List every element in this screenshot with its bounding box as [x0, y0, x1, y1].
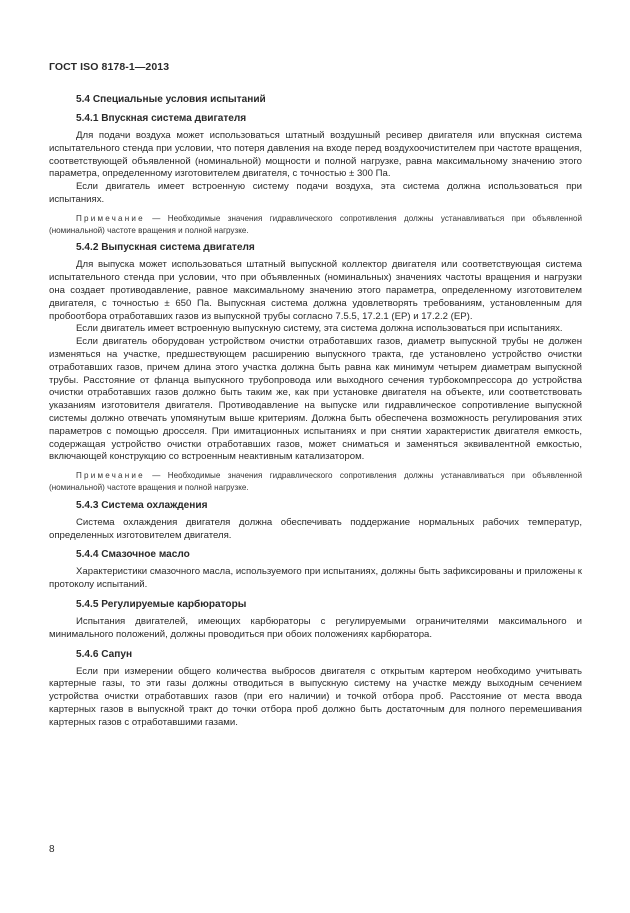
paragraph: Если двигатель оборудован устройством очистки отработавших газов, диаметр выпускной трубы не должен изменяться на участке, предшествующем расширению выпускного тракта, где установлено устройство очистки отработавших газов, причем длина этого участка должна быть равна как минимум четырем диаметрам выпускной трубы. Расстояние от фланца выпускного трубопровода или выходного сечения турбокомпрессора до устройства очистки отработавших газов должно быть таким же, как при установке двигателя на объекте, или соответствовать указаниям изготовителя двигателя. Противодавление на выпуске или гидравлическое сопротивление выпускной системы должно отвечать упомянутым выше критериям. Должна быть обеспечена возможность регулирования этих параметров с помощью дросселя. При имитационных испытаниях и при снятии характеристик двигателя емкость, содержащая устройство очистки отработавших газов, может сниматься и заменяться эквивалентной емкостью, включающей конструкцию со встроенным неактивным катализатором.	[49, 336, 582, 463]
section-title-5-4-2: 5.4.2 Выпускная система двигателя	[76, 242, 255, 254]
paragraph: Если при измерении общего количества выбросов двигателя с открытым картером необходимо учитывать картерные газы, то эти газы должны отводиться в выпускную систему на участке между выходным сечением устройства очистки отработавших газов (при его наличии) и точкой отбора проб. Расстояние от места ввода картерных газов в выпускной тракт до точки отбора проб должно быть достаточным для полного перемешивания картерных газов с отработавшими газами.	[49, 665, 582, 728]
section-title-5-4-5: 5.4.5 Регулируемые карбюраторы	[76, 598, 247, 610]
note-text: — Необходимые значения гидравлического сопротивления должны устанавливаться при объявленной (номинальной) частоте вращения и полной нагрузке.	[49, 471, 582, 492]
section-title-5-4-3: 5.4.3 Система охлаждения	[76, 499, 208, 511]
document-body	[49, 93, 582, 729]
paragraph: Для подачи воздуха может использоваться штатный воздушный ресивер двигателя или впускная система испытательного стенда при условии, что потеря давления на входе перед воздухоочистителем при частоте вращения, соответствующей объявленной (номинальной) мощности и полной нагрузке, равна максимальному значению этого параметра, определенному изготовителем двигателя, с точностью ± 300 Па.	[49, 130, 582, 180]
note	[49, 470, 582, 494]
paragraph: Если двигатель имеет встроенную выпускную систему, эта система должна использоваться при испытаниях.	[76, 323, 563, 335]
paragraph: Испытания двигателей, имеющих карбюраторы с регулируемыми ограничителями максимального и минимального положений, должны проводиться при обоих положениях карбюратора.	[49, 615, 582, 640]
paragraph: Характеристики смазочного масла, используемого при испытаниях, должны быть зафиксированы и приложены к протоколу испытаний.	[49, 566, 582, 591]
section-title-5-4: 5.4 Специальные условия испытаний	[76, 94, 266, 105]
note-label: Примечание	[76, 213, 145, 223]
document-header: ГОСТ ISO 8178-1—2013	[49, 61, 170, 73]
section-title-5-4-1: 5.4.1 Впускная система двигателя	[76, 113, 247, 124]
paragraph: Система охлаждения двигателя должна обеспечивать поддержание нормальных рабочих температур, определенных изготовителем двигателя.	[49, 516, 582, 541]
paragraph: Если двигатель имеет встроенную систему подачи воздуха, эта система должна использоваться при испытаниях.	[49, 181, 582, 205]
note	[49, 213, 582, 237]
section-title-5-4-6: 5.4.6 Сапун	[76, 648, 133, 660]
note-label: Примечание	[76, 471, 145, 481]
page-number: 8	[49, 844, 55, 855]
paragraph: Для выпуска может использоваться штатный выпускной коллектор двигателя или соответствующая система испытательного стенда при условии, что при объявленных (номинальных) значениях частоты вращения и нагрузки она создает противодавление, равное максимальному значению этого параметра, определенному изготовителем двигателя, с точностью ± 650 Па. Выпускная система должна удовлетворять требованиям, установленным для пробоотбора отработавших газов из выпускной трубы согласно 7.5.5, 17.2.1 (EP) и 17.2.2 (EP).	[49, 259, 582, 322]
section-title-5-4-4: 5.4.4 Смазочное масло	[76, 549, 190, 561]
note-text: — Необходимые значения гидравлического сопротивления должны устанавливаться при объявленной (номинальной) частоте вращения и полной нагрузке.	[49, 213, 582, 235]
